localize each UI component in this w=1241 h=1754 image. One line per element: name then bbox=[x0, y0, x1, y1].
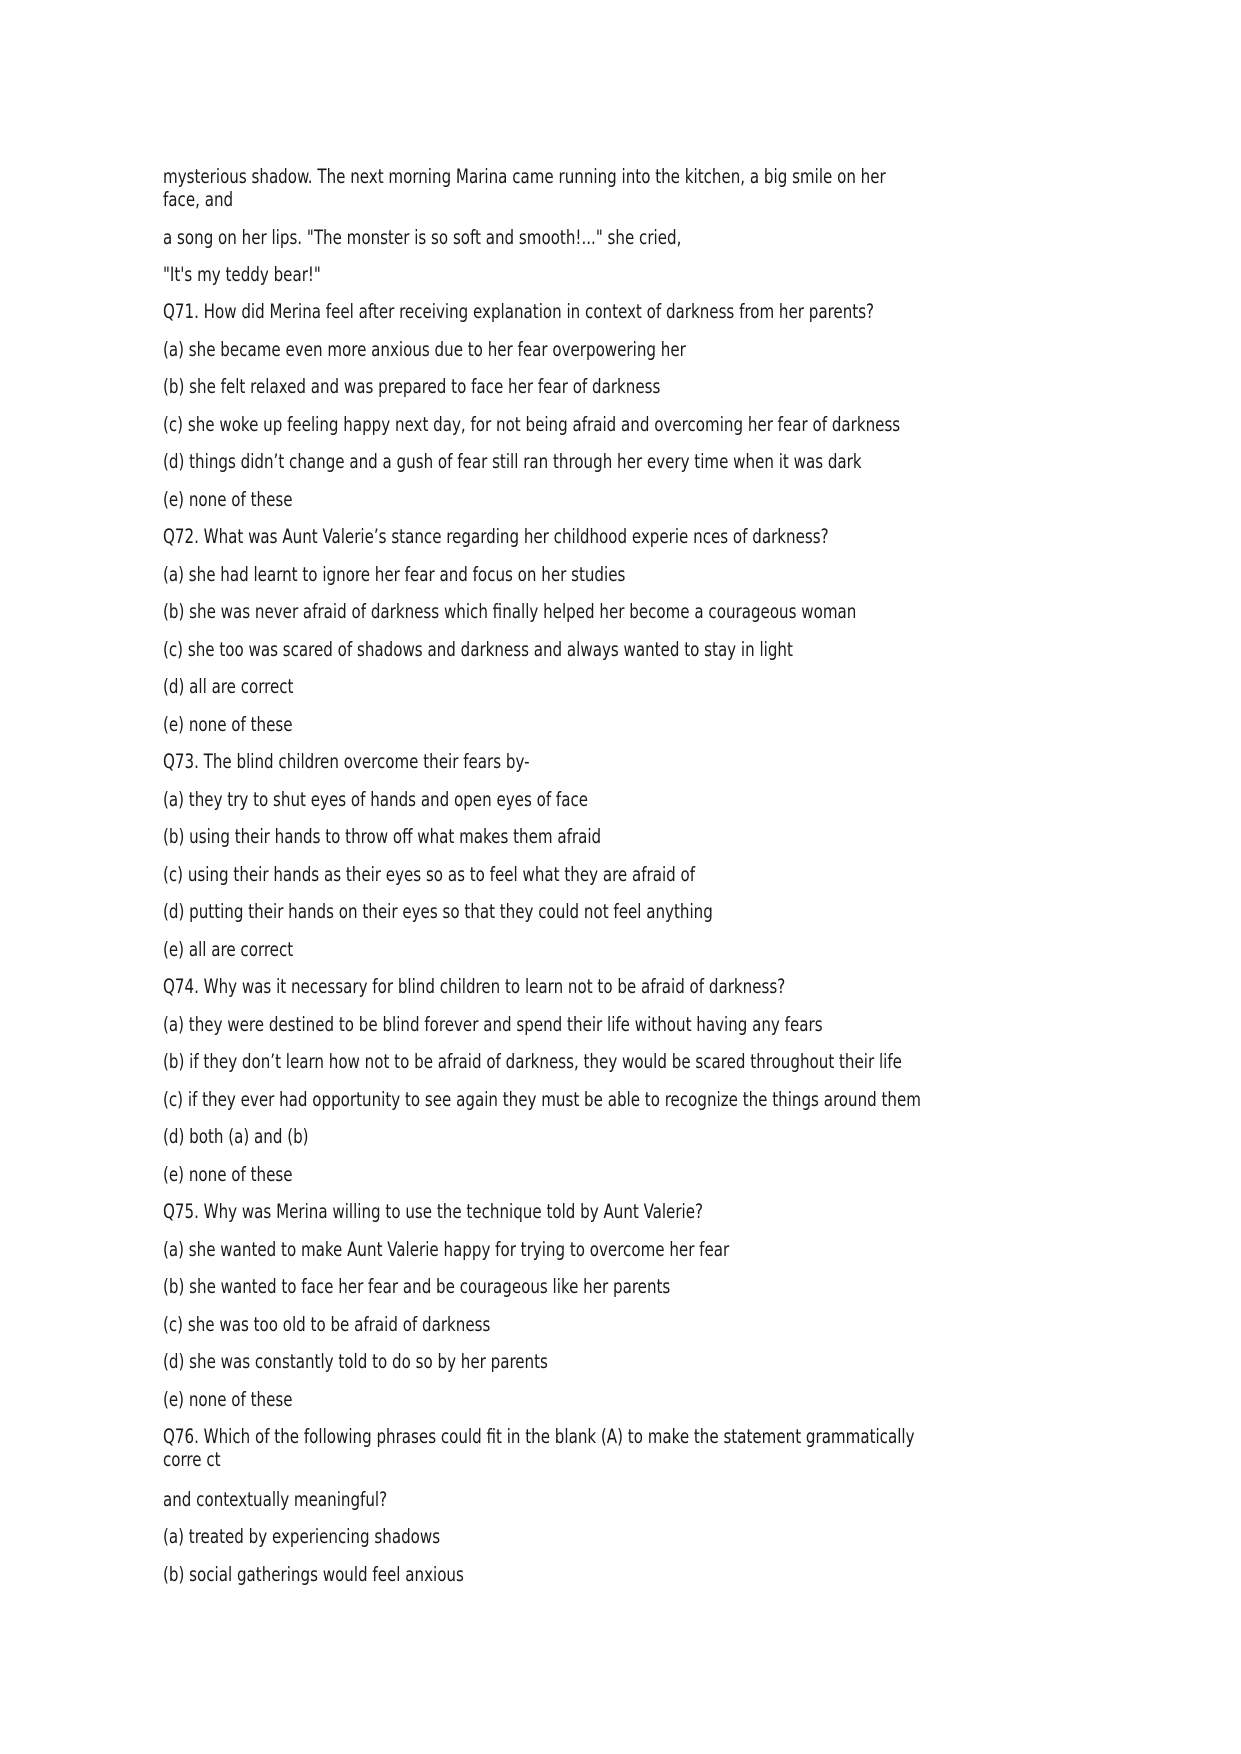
option-q75-e: (e) none of these bbox=[163, 1388, 293, 1411]
option-q74-e: (e) none of these bbox=[163, 1163, 293, 1186]
option-q71-e: (e) none of these bbox=[163, 488, 293, 511]
passage-line: mysterious shadow. The next morning Marina came running into the kitchen, a big smile on her bbox=[163, 165, 886, 188]
passage-line: face, and bbox=[163, 188, 234, 211]
option-q71-d: (d) things didn’t change and a gush of fear still ran through her every time when it was dark bbox=[163, 450, 862, 473]
question-q76-cont: corre ct bbox=[163, 1448, 221, 1471]
question-q76-cont: and contextually meaningful? bbox=[163, 1488, 388, 1511]
option-q74-d: (d) both (a) and (b) bbox=[163, 1125, 309, 1148]
option-q73-c: (c) using their hands as their eyes so as to feel what they are afraid of bbox=[163, 863, 696, 886]
question-q75: Q75. Why was Merina willing to use the technique told by Aunt Valerie? bbox=[163, 1200, 704, 1223]
option-q72-e: (e) none of these bbox=[163, 713, 293, 736]
question-q73: Q73. The blind children overcome their fears by- bbox=[163, 750, 530, 773]
option-q75-a: (a) she wanted to make Aunt Valerie happy for trying to overcome her fear bbox=[163, 1238, 730, 1261]
option-q75-b: (b) she wanted to face her fear and be courageous like her parents bbox=[163, 1275, 671, 1298]
option-q74-a: (a) they were destined to be blind forever and spend their life without having any fears bbox=[163, 1013, 823, 1036]
option-q72-a: (a) she had learnt to ignore her fear and focus on her studies bbox=[163, 563, 626, 586]
passage-line: a song on her lips. "The monster is so soft and smooth!..." she cried, bbox=[163, 226, 682, 249]
option-q75-d: (d) she was constantly told to do so by her parents bbox=[163, 1350, 548, 1373]
option-q76-a: (a) treated by experiencing shadows bbox=[163, 1525, 441, 1548]
option-q73-e: (e) all are correct bbox=[163, 938, 294, 961]
option-q73-b: (b) using their hands to throw off what makes them afraid bbox=[163, 825, 602, 848]
option-q74-b: (b) if they don’t learn how not to be afraid of darkness, they would be scared throughout their life bbox=[163, 1050, 902, 1073]
option-q72-d: (d) all are correct bbox=[163, 675, 294, 698]
question-q71: Q71. How did Merina feel after receiving explanation in context of darkness from her parents? bbox=[163, 300, 875, 323]
question-q76: Q76. Which of the following phrases could fit in the blank (A) to make the statement grammatically bbox=[163, 1425, 915, 1448]
option-q71-b: (b) she felt relaxed and was prepared to face her fear of darkness bbox=[163, 375, 661, 398]
option-q73-d: (d) putting their hands on their eyes so that they could not feel anything bbox=[163, 900, 713, 923]
option-q75-c: (c) she was too old to be afraid of darkness bbox=[163, 1313, 491, 1336]
option-q71-a: (a) she became even more anxious due to her fear overpowering her bbox=[163, 338, 686, 361]
question-q72: Q72. What was Aunt Valerie’s stance regarding her childhood experie nces of darkness? bbox=[163, 525, 829, 548]
option-q73-a: (a) they try to shut eyes of hands and open eyes of face bbox=[163, 788, 589, 811]
option-q72-b: (b) she was never afraid of darkness which finally helped her become a courageous woman bbox=[163, 600, 857, 623]
option-q72-c: (c) she too was scared of shadows and darkness and always wanted to stay in light bbox=[163, 638, 793, 661]
question-q74: Q74. Why was it necessary for blind children to learn not to be afraid of darkness? bbox=[163, 975, 786, 998]
passage-line: "It's my teddy bear!" bbox=[163, 263, 321, 286]
option-q76-b: (b) social gatherings would feel anxious bbox=[163, 1563, 464, 1586]
option-q71-c: (c) she woke up feeling happy next day, for not being afraid and overcoming her fear of darkness bbox=[163, 413, 901, 436]
option-q74-c: (c) if they ever had opportunity to see again they must be able to recognize the things around them bbox=[163, 1088, 921, 1111]
